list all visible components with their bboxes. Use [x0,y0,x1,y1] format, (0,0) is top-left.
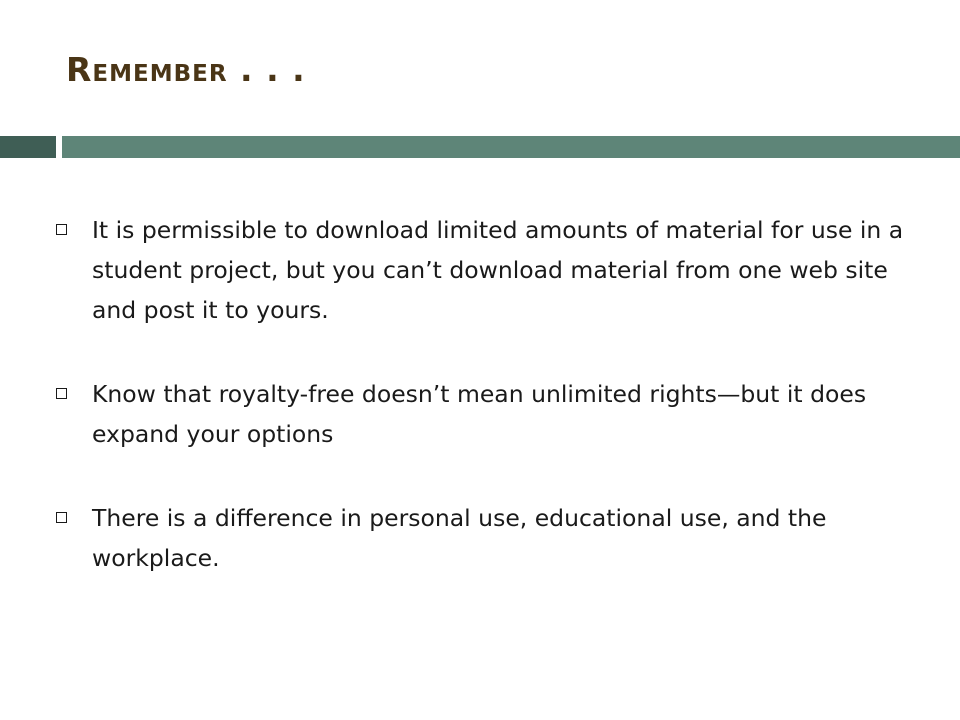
bullet-text: Know that royalty-free doesn’t mean unlimited rights—but it does expand your options [92,380,867,448]
bullet-list [56,210,916,622]
slide-title: Remember . . . [66,50,306,89]
title-rule-bar [62,136,960,158]
bullet-item [56,374,916,454]
square-bullet-icon [56,388,67,399]
square-bullet-icon [56,512,67,523]
bullet-item [56,498,916,578]
bullet-text: There is a difference in personal use, educational use, and the workplace. [92,504,827,572]
bullet-text: It is permissible to download limited amounts of material for use in a student project, but you can’t download material from one web site and post it to yours. [92,216,904,324]
title-rule-accent [0,136,56,158]
bullet-item [56,210,916,330]
square-bullet-icon [56,224,67,235]
